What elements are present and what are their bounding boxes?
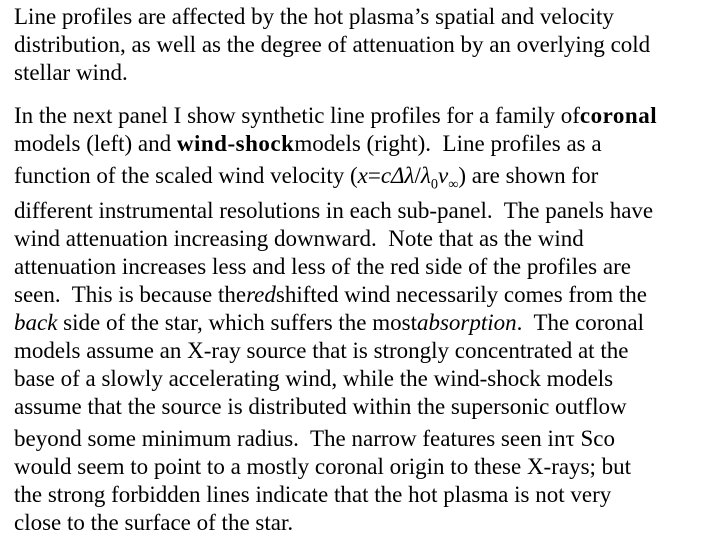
- text-segment: base of a slowly accelerating wind, while the wind-shock models: [14, 366, 614, 391]
- text-segment: seen. This is because the: [14, 282, 247, 307]
- text-line: [14, 453, 713, 481]
- text-segment: . The coronal: [516, 310, 644, 335]
- text-segment: models (right). Line profiles as a: [294, 131, 602, 156]
- text-segment: wind attenuation increasing downward. Note that as the wind: [14, 226, 584, 251]
- paragraph: [14, 102, 713, 537]
- text-line: [14, 393, 713, 421]
- italic-term: v: [438, 163, 449, 188]
- text-line: [14, 337, 713, 365]
- text-segment: function of the scaled wind velocity (: [14, 163, 358, 188]
- text-segment: close to the surface of the star.: [14, 510, 294, 535]
- text-segment: In the next panel I show synthetic line profiles for a family of: [14, 103, 580, 128]
- text-line: [14, 309, 713, 337]
- text-line: [14, 3, 713, 31]
- text-segment: distribution, as well as the degree of attenuation by an overlying cold: [14, 32, 651, 57]
- text-segment: would seem to point to a mostly coronal origin to these X-rays; but: [14, 454, 632, 479]
- text-line: [14, 509, 713, 537]
- text-segment: ) are shown for: [458, 163, 599, 188]
- italic-term: absorption: [416, 310, 517, 335]
- text-segment: assume that the source is distributed within the supersonic outflow: [14, 394, 627, 419]
- text-segment: /: [414, 163, 421, 188]
- text-segment: Line profiles are affected by the hot plasma’s spatial and velocity: [14, 4, 614, 29]
- text-segment: shifted wind necessarily comes from the: [275, 282, 647, 307]
- text-segment: models (left) and: [14, 131, 177, 156]
- text-segment: Sco: [574, 426, 615, 451]
- subscript: 0: [430, 176, 438, 193]
- subscript: ∞: [448, 176, 459, 193]
- text-line: [14, 225, 713, 253]
- text-line: [14, 59, 713, 87]
- text-line: [14, 365, 713, 393]
- text-line: [14, 253, 713, 281]
- greek-symbol: τ: [565, 426, 575, 451]
- text-line: [14, 481, 713, 509]
- text-segment: =: [367, 163, 381, 188]
- text-line: [14, 130, 713, 158]
- text-segment: side of the star, which suffers the most: [57, 310, 417, 335]
- text-line: [14, 102, 713, 130]
- italic-term: Δλ: [391, 163, 415, 188]
- text-line: [14, 421, 713, 453]
- italic-term: x: [357, 163, 368, 188]
- paragraph: [14, 3, 713, 87]
- text-segment: models assume an X-ray source that is strongly concentrated at the: [14, 338, 629, 363]
- text-line: [14, 197, 713, 225]
- formula-line: [14, 158, 713, 197]
- italic-term: red: [246, 282, 276, 307]
- text-line: [14, 31, 713, 59]
- italic-term: c: [380, 163, 392, 188]
- text-segment: stellar wind.: [14, 60, 128, 85]
- italic-term: λ: [420, 163, 431, 188]
- text-segment: beyond some minimum radius. The narrow features seen in: [14, 426, 566, 451]
- italic-term: back: [14, 310, 58, 335]
- text-segment: different instrumental resolutions in each sub-panel. The panels have: [14, 198, 654, 223]
- text-segment: the strong forbidden lines indicate that the hot plasma is not very: [14, 482, 612, 507]
- bold-term: coronal: [579, 103, 658, 128]
- text-segment: attenuation increases less and less of the red side of the profiles are: [14, 254, 631, 279]
- bold-term: wind-shock: [176, 131, 295, 156]
- text-line: [14, 281, 713, 309]
